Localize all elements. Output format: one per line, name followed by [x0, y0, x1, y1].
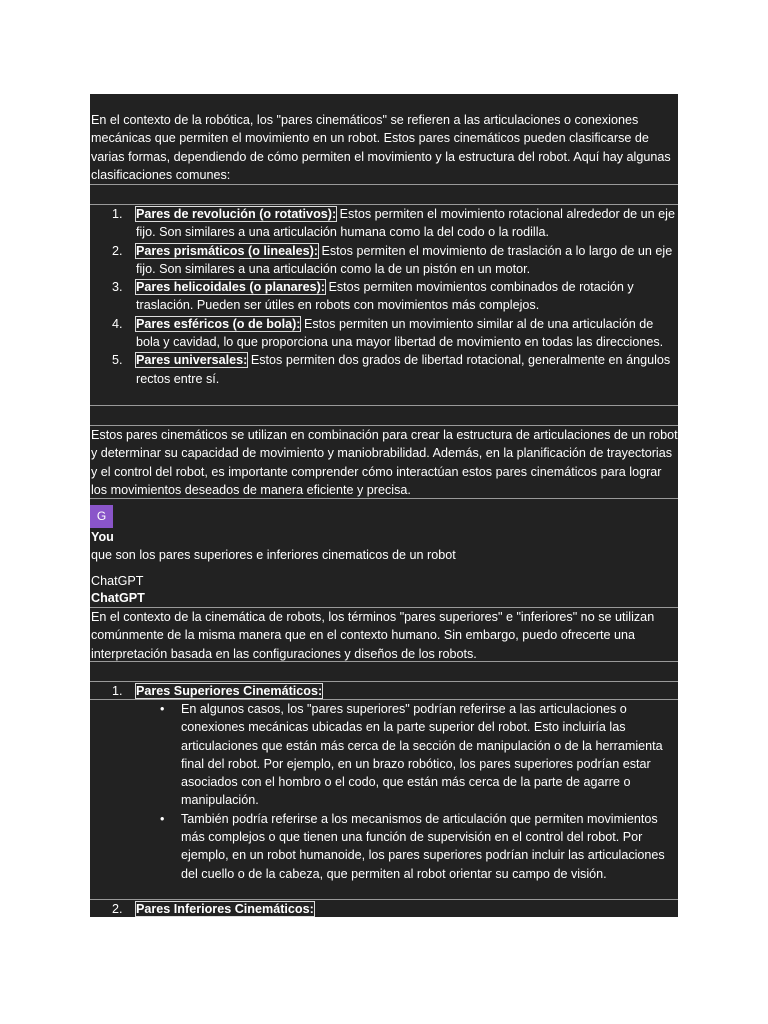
spacer-bar	[90, 662, 678, 681]
list-item	[90, 205, 678, 242]
list-item	[90, 278, 678, 315]
list-item	[90, 351, 678, 388]
list-number: 2.	[112, 243, 123, 258]
section-heading	[90, 682, 678, 700]
section-title: Pares Inferiores Cinemáticos:	[136, 902, 314, 916]
section-heading-list	[90, 682, 678, 700]
bullet-text: También podría referirse a los mecanismos de articulación que permiten movimientos más complejos o que tienen una función de supervisión en el control del robot. Por ejemplo, en un robot humanoide, los pares superiores podrían incluir las articulaciones del cuello o de la cabeza, que permiten al robot orientar su campo de visión.	[181, 811, 665, 881]
intro-block	[90, 94, 678, 184]
pair-term: Pares helicoidales (o planares):	[136, 280, 325, 295]
list-item	[90, 315, 678, 352]
bullets-block	[90, 700, 678, 899]
bullet-marker: •	[160, 702, 165, 716]
bullet-list	[90, 700, 678, 883]
section-title: Pares Superiores Cinemáticos:	[136, 684, 323, 698]
pairs-list-block	[90, 205, 678, 405]
answer-intro-paragraph: En el contexto de la cinemática de robots, los términos "pares superiores" e "inferiores" no se utilizan comúnmente de la misma manera que en el contexto humano. Sin embargo, puedo ofrecerte una interpretación basada en las configuraciones y diseños de los robots.	[91, 610, 655, 661]
assistant-name: ChatGPT	[91, 591, 145, 605]
section-number: 1.	[112, 684, 123, 698]
spacer-bar	[90, 406, 678, 425]
bullet-item	[90, 810, 678, 883]
pair-term: Pares prismáticos (o lineales):	[136, 243, 318, 258]
assistant-label: ChatGPT	[91, 574, 144, 588]
list-item	[90, 242, 678, 279]
spacer-bar	[90, 185, 678, 204]
pair-description: Estos permiten movimientos combinados de rotación y traslación. Pueden ser útiles en robots con movimientos más complejos.	[136, 280, 634, 313]
list-number: 1.	[112, 207, 123, 221]
list-number: 4.	[112, 316, 123, 331]
section-heading-list	[90, 900, 678, 918]
section-heading-block	[90, 900, 678, 917]
intro-paragraph: En el contexto de la robótica, los "pares cinemáticos" se refieren a las articulaciones o conexiones mecánicas que permiten el movimiento en un robot. Estos pares cinemáticos pueden clasificarse de varias formas, dependiendo de cómo permiten el movimiento y la estructura del robot. Aquí hay algunas clasificaciones comunes:	[91, 113, 671, 182]
answer-intro-block	[90, 608, 678, 661]
section-heading-block	[90, 682, 678, 700]
summary-block	[90, 426, 678, 498]
bullet-marker: •	[160, 811, 165, 826]
section-heading	[90, 900, 678, 918]
pair-term: Pares universales:	[136, 353, 248, 368]
pair-description: Estos permiten dos grados de libertad rotacional, generalmente en ángulos rectos entre sí.	[136, 353, 671, 386]
pairs-list	[90, 205, 678, 388]
pair-description: Estos permiten un movimiento similar al de una articulación de bola y cavidad, lo que proporciona una mayor libertad de movimiento en todas las direcciones.	[136, 316, 664, 350]
list-number: 5.	[112, 353, 123, 368]
pair-term: Pares esféricos (o de bola):	[136, 316, 301, 331]
section-number: 2.	[112, 902, 123, 916]
pair-description: Estos permiten el movimiento de traslación a lo largo de un eje fijo. Son similares a una articulación como la de un pistón en un motor.	[136, 243, 673, 276]
user-message: que son los pares superiores e inferiores cinematicos de un robot	[91, 548, 456, 562]
pair-description: Estos permiten el movimiento rotacional alrededor de un eje fijo. Son similares a una articulación humana como la del codo o la rodilla.	[136, 207, 675, 240]
list-number: 3.	[112, 280, 123, 295]
pair-term: Pares de revolución (o rotativos):	[136, 207, 337, 221]
user-avatar: G	[90, 505, 113, 528]
summary-paragraph: Estos pares cinemáticos se utilizan en combinación para crear la estructura de articulaciones de un robot y determinar su capacidad de movimiento y maniobrabilidad. Además, en la planificación de trayectorias y el control del robot, es importante comprender cómo interactúan estos pares cinemáticos para lograr los movimientos deseados de manera eficiente y precisa.	[91, 428, 678, 497]
bullet-item	[90, 700, 678, 810]
bullet-text: En algunos casos, los "pares superiores" podrían referirse a las articulaciones o conexiones mecánicas ubicadas en la parte superior del robot. Esto incluiría las articulaciones que están más cerca de la sección de manipulación o de la herramienta final del robot. Por ejemplo, en un brazo robótico, los pares superiores podrían estar asociados con el hombro o el codo, que están más cerca de la parte de agarre o manipulación.	[181, 702, 663, 808]
user-name: You	[91, 530, 114, 544]
